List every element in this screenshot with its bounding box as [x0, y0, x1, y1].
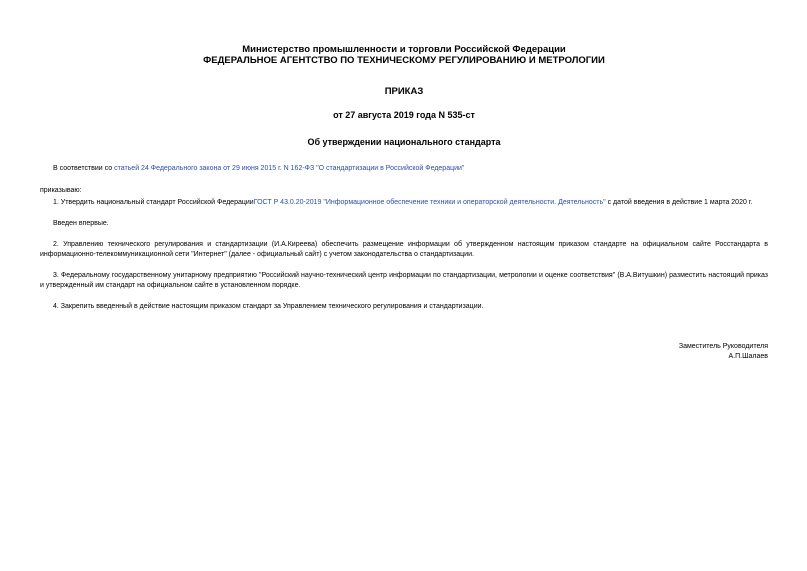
introduced-note: Введен впервые. — [53, 220, 109, 227]
document-type: ПРИКАЗ — [384, 86, 424, 97]
item-1-suffix: с датой введения в действие 1 марта 2020 г. — [605, 199, 753, 206]
agency-name: ФЕДЕРАЛЬНОЕ АГЕНТСТВО ПО ТЕХНИЧЕСКОМУ РЕГУЛИРОВАНИЮ И МЕТРОЛОГИИ — [203, 55, 605, 66]
item-4-paragraph: 4. Закрепить введенный в действие настоящим приказом стандарт за Управлением технического регулирования и стандартизации. — [53, 303, 484, 310]
signatory-name: А.П.Шалаев — [728, 353, 768, 360]
ministry-name: Министерство промышленности и торговли Российской Федерации — [242, 44, 566, 55]
item-3-paragraph: 3. Федеральному государственному унитарному предприятию "Российский научно-технический центр информации по стандартизации, метрологии и оценке соответствия" (В.А.Витушкин) разместить настоящий приказ и утвержденный им стандарт на официальном сайте в установленном порядке. — [40, 272, 768, 289]
document-date: от 27 августа 2019 года N 535-ст — [333, 110, 475, 120]
basis-prefix: В соответствии со — [53, 165, 115, 172]
gost-standard-link[interactable]: ГОСТ Р 43.0.20-2019 "Информационное обеспечение техники и операторской деятельности. Деятельность" — [253, 199, 606, 206]
document-header — [40, 44, 768, 66]
law-article-link[interactable]: статьей 24 Федерального закона от 29 июня 2015 г. N 162-ФЗ "О стандартизации в Российской Федерации" — [114, 165, 465, 172]
item-2-paragraph: 2. Управлению технического регулирования и стандартизации (И.А.Киреева) обеспечить размещение информации об утвержденном настоящим приказом стандарте на официальном сайте Росстандарта в информационно-телекоммуникационной сети "Интернет" (далее - официальный сайт) с учетом законодательства о стандартизации. — [40, 241, 768, 258]
item-1-prefix: 1. Утвердить национальный стандарт Российской Федерации — [53, 199, 254, 206]
signature-block — [40, 342, 768, 362]
order-word: приказываю: — [40, 187, 82, 194]
document-page — [40, 44, 768, 362]
document-subject: Об утверждении национального стандарта — [307, 137, 501, 147]
item-1-paragraph — [40, 198, 768, 208]
basis-paragraph — [40, 164, 768, 174]
signatory-position: Заместитель Руководителя — [678, 343, 768, 350]
